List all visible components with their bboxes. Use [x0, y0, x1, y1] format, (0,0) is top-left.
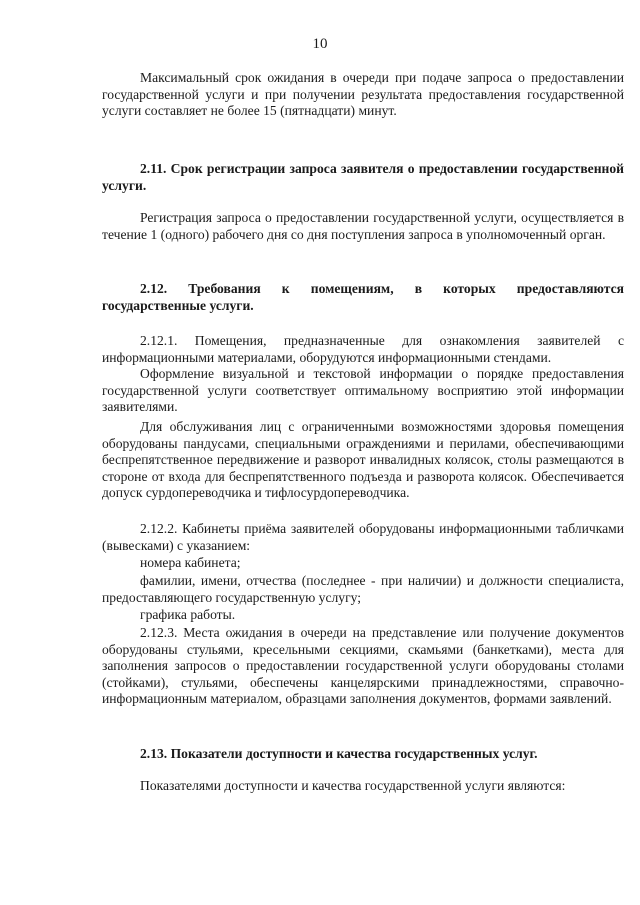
list-item-work-schedule: графика работы. [140, 607, 236, 622]
paragraph-accessibility: Для обслуживания лиц с ограниченными возможностями здоровья помещения оборудованы пандусами, специальными ограждениями и перилами, обеспечивающими беспрепятственное передвижение и разворот инвалидных колясок, столы размещаются в стороне от входа для беспрепятственного подъезда и разворота колясок. Обеспечивается допуск сурдопереводчика и тифлосурдопереводчика. [102, 419, 624, 501]
section-heading-2-12: 2.12. Требования к помещениям, в которых предоставляются государственные услуги. [102, 281, 624, 313]
section-heading-2-11: 2.11. Срок регистрации запроса заявителя о предоставлении государственной услуги. [102, 161, 624, 193]
paragraph-2-12-2: 2.12.2. Кабинеты приёма заявителей оборудованы информационными табличками (вывесками) с указанием: [102, 521, 624, 553]
section-heading-2-13: 2.13. Показатели доступности и качества государственных услуг. [140, 746, 538, 761]
paragraph-waiting-time: Максимальный срок ожидания в очереди при подаче запроса о предоставлении государственной услуги и при получении результата предоставления государственной услуги составляет не более 15 (пятнадцати) минут. [102, 70, 624, 119]
paragraph-2-12-3: 2.12.3. Места ожидания в очереди на представление или получение документов оборудованы стульями, кресельными секциями, скамьями (банкетками), места для заполнения запросов о предоставлении государственной услуги оборудованы столами (стойками), стульями, обеспечены канцелярскими принадлежностями, справочно-информационным материалом, образцами заполнения документов, формами заявлений. [102, 625, 624, 707]
paragraph-2-12-1: 2.12.1. Помещения, предназначенные для ознакомления заявителей с информационными материалами, оборудуются информационными стендами. [102, 333, 624, 365]
paragraph-visual-info: Оформление визуальной и текстовой информации о порядке предоставления государственной услуги соответствует оптимальному восприятию этой информации заявителями. [102, 366, 624, 415]
list-item-specialist-name: фамилии, имени, отчества (последнее - при наличии) и должности специалиста, предоставляющего государственную услугу; [102, 573, 624, 605]
page-number: 10 [312, 36, 328, 52]
paragraph-registration: Регистрация запроса о предоставлении государственной услуги, осуществляется в течение 1 (одного) рабочего дня со дня поступления запроса в уполномоченный орган. [102, 210, 624, 242]
list-item-cabinet-number: номера кабинета; [140, 555, 241, 570]
paragraph-quality-indicators: Показателями доступности и качества государственной услуги являются: [140, 778, 566, 793]
